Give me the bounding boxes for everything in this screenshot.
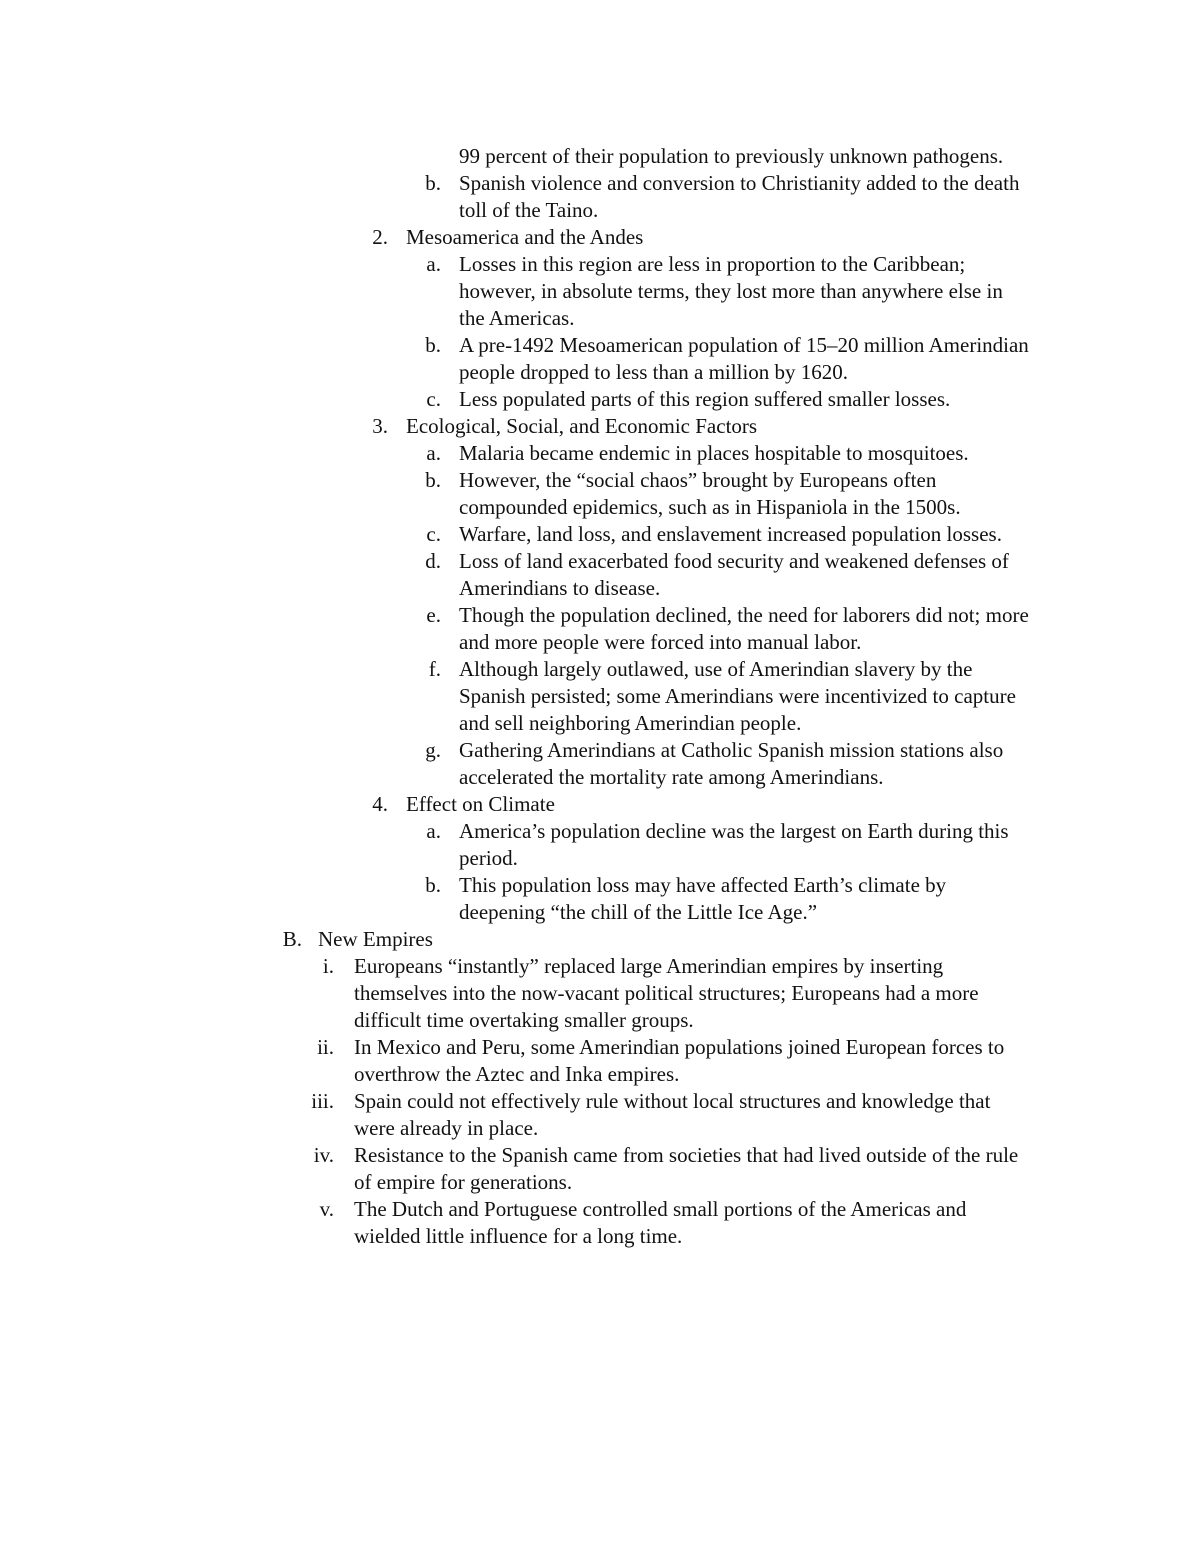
item-marker: B. <box>282 927 302 951</box>
item-marker: e. <box>426 603 441 627</box>
list-item <box>0 521 1200 548</box>
item-marker: a. <box>426 252 441 276</box>
list-item <box>0 656 1200 737</box>
list-item <box>0 440 1200 467</box>
item-marker: c. <box>426 387 441 411</box>
item-marker: 3. <box>372 414 388 438</box>
item-marker: c. <box>426 522 441 546</box>
section-title: Mesoamerica and the Andes <box>406 225 644 249</box>
list-item <box>0 251 1200 332</box>
list-item <box>0 548 1200 602</box>
list-item <box>0 1034 1200 1088</box>
item-marker: v. <box>319 1197 334 1221</box>
item-marker: a. <box>426 441 441 465</box>
list-item <box>0 602 1200 656</box>
item-text: Although largely outlawed, use of Amerindian slavery by the Spanish persisted; some Amerindians were incentivized to capture and sell neighboring Amerindian people. <box>459 657 1016 735</box>
item-marker: 2. <box>372 225 388 249</box>
item-text: In Mexico and Peru, some Amerindian populations joined European forces to overthrow the Aztec and Inka empires. <box>354 1035 1005 1086</box>
item-marker: f. <box>428 657 441 681</box>
item-text: The Dutch and Portuguese controlled small portions of the Americas and wielded little influence for a long time. <box>354 1197 967 1248</box>
list-item <box>0 386 1200 413</box>
section-title: Ecological, Social, and Economic Factors <box>406 414 758 438</box>
item-marker: g. <box>425 738 441 762</box>
item-marker: iv. <box>313 1143 334 1167</box>
list-item <box>0 1142 1200 1196</box>
item-text: Less populated parts of this region suffered smaller losses. <box>459 387 951 411</box>
item-marker: d. <box>425 549 441 573</box>
list-item <box>0 737 1200 791</box>
list-item <box>0 953 1200 1034</box>
list-item <box>0 467 1200 521</box>
item-text: Warfare, land loss, and enslavement increased population losses. <box>459 522 1002 546</box>
item-marker: b. <box>425 468 441 492</box>
item-text: America’s population decline was the largest on Earth during this period. <box>459 819 1009 870</box>
item-text: Though the population declined, the need for laborers did not; more and more people were forced into manual labor. <box>459 603 1029 654</box>
item-marker: 4. <box>372 792 388 816</box>
list-item <box>0 170 1200 224</box>
item-text: Loss of land exacerbated food security and weakened defenses of Amerindians to disease. <box>459 549 1009 600</box>
item-text: A pre-1492 Mesoamerican population of 15–20 million Amerindian people dropped to less than a million by 1620. <box>459 333 1029 384</box>
item-text: Losses in this region are less in proportion to the Caribbean; however, in absolute terms, they lost more than anywhere else in the Americas. <box>459 252 1003 330</box>
item-text: 99 percent of their population to previously unknown pathogens. <box>459 144 1004 168</box>
section-heading <box>0 224 1200 251</box>
item-marker: b. <box>425 171 441 195</box>
item-text: Resistance to the Spanish came from societies that had lived outside of the rule of empire for generations. <box>354 1143 1019 1194</box>
item-text: Spanish violence and conversion to Christianity added to the death toll of the Taino. <box>459 171 1020 222</box>
section-heading <box>0 791 1200 818</box>
item-marker: b. <box>425 873 441 897</box>
item-marker: iii. <box>311 1089 334 1113</box>
item-marker: i. <box>322 954 334 978</box>
item-text: Malaria became endemic in places hospitable to mosquitoes. <box>459 441 969 465</box>
item-marker: b. <box>425 333 441 357</box>
list-item <box>0 818 1200 872</box>
section-title: New Empires <box>318 927 433 951</box>
list-item <box>0 1196 1200 1250</box>
list-item <box>0 332 1200 386</box>
section-title: Effect on Climate <box>406 792 555 816</box>
section-heading <box>0 413 1200 440</box>
item-text: Spain could not effectively rule without local structures and knowledge that were already in place. <box>354 1089 991 1140</box>
item-text: Gathering Amerindians at Catholic Spanish mission stations also accelerated the mortality rate among Amerindians. <box>459 738 1004 789</box>
item-text: This population loss may have affected Earth’s climate by deepening “the chill of the Little Ice Age.” <box>459 873 947 924</box>
item-text: However, the “social chaos” brought by Europeans often compounded epidemics, such as in Hispaniola in the 1500s. <box>459 468 961 519</box>
outline-list <box>0 143 1200 1250</box>
list-item <box>0 872 1200 926</box>
item-text: Europeans “instantly” replaced large Amerindian empires by inserting themselves into the now-vacant political structures; Europeans had a more difficult time overtaking smaller groups. <box>354 954 979 1032</box>
list-item <box>0 1088 1200 1142</box>
continuation-text <box>0 143 1200 170</box>
item-marker: ii. <box>317 1035 334 1059</box>
section-heading <box>0 926 1200 953</box>
item-marker: a. <box>426 819 441 843</box>
